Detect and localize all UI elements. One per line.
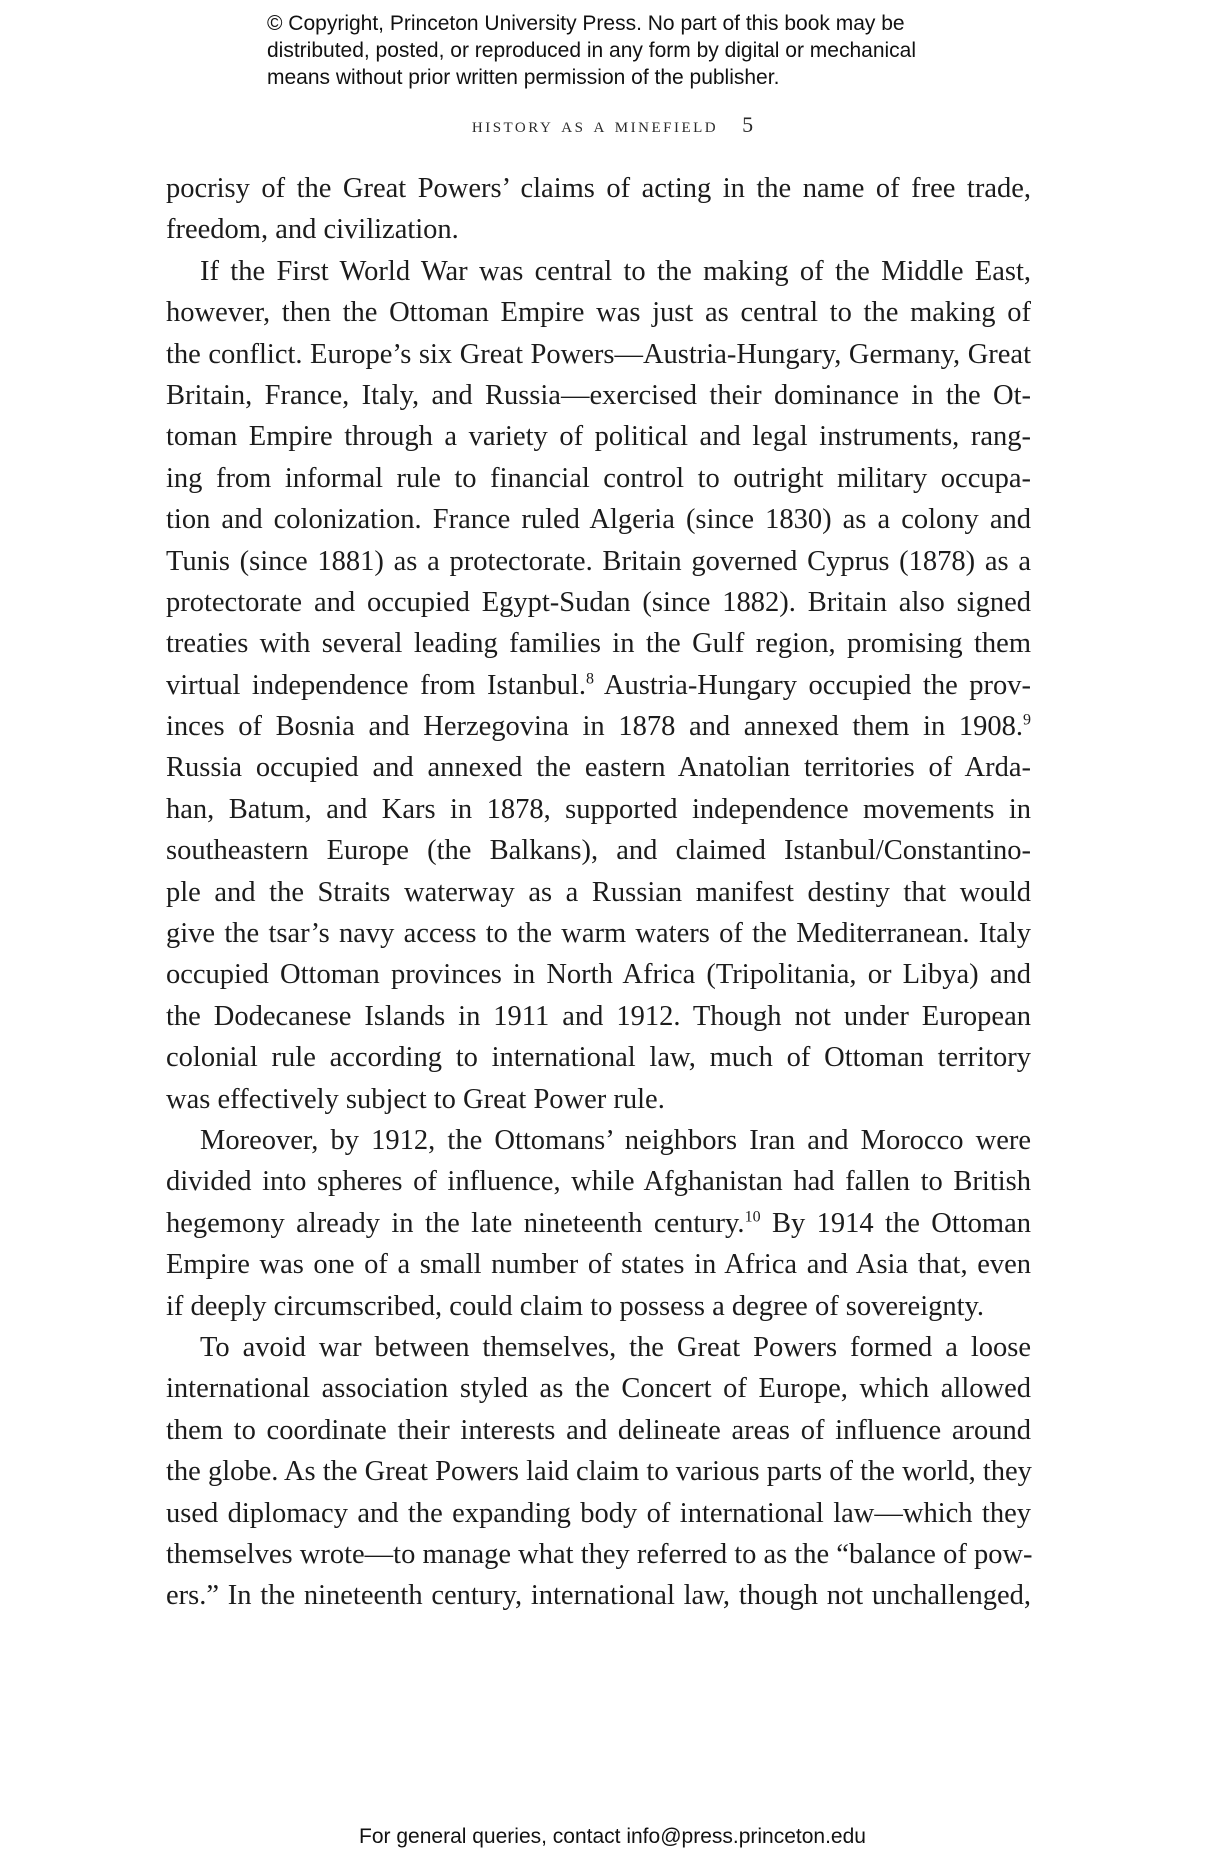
text-line <box>166 706 1031 747</box>
text-line: the conflict. Europe’s six Great Powers—Austria-Hungary, Germany, Great <box>166 338 1031 370</box>
text-line: colonial rule according to international law, much of Ottoman territory <box>166 1042 1031 1074</box>
footnote-marker[interactable]: 8 <box>585 670 594 688</box>
text-line: Moreover, by 1912, the Ottomans’ neighbors Iran and Morocco were <box>200 1124 1031 1156</box>
text-line: however, then the Ottoman Empire was just as central to the making of <box>166 297 1031 329</box>
text-fragment: inces of Bosnia and Herzegovina in 1878 and annexed them in 1908. <box>166 711 1023 743</box>
text-line: protectorate and occupied Egypt-Sudan (since 1882). Britain also signed <box>166 586 1031 618</box>
text-line: give the tsar’s navy access to the warm waters of the Mediterranean. Italy <box>166 918 1031 950</box>
text-line: freedom, and civilization. <box>166 214 459 246</box>
text-line: southeastern Europe (the Balkans), and claimed Istanbul/Constantino- <box>166 835 1031 867</box>
text-line: the globe. As the Great Powers laid claim to various parts of the world, they <box>166 1456 1032 1488</box>
copyright-line: © Copyright, Princeton University Press. No part of this book may be <box>267 12 905 35</box>
text-fragment: Austria-Hungary occupied the prov- <box>593 669 1031 701</box>
text-line: them to coordinate their interests and delineate areas of influence around <box>166 1414 1031 1446</box>
text-fragment: hegemony already in the late nineteenth century. <box>166 1207 745 1239</box>
copyright-line: means without prior written permission of the publisher. <box>267 66 780 89</box>
text-line: To avoid war between themselves, the Great Powers formed a loose <box>200 1331 1031 1363</box>
text-line: Russia occupied and annexed the eastern Anatolian territories of Arda- <box>166 752 1031 784</box>
text-line: the Dodecanese Islands in 1911 and 1912. Though not under European <box>166 1000 1031 1032</box>
text-fragment: By 1914 the Ottoman <box>760 1207 1031 1239</box>
text-line: themselves wrote—to manage what they referred to as the “balance of pow- <box>166 1538 1033 1570</box>
text-line: if deeply circumscribed, could claim to possess a degree of sovereignty. <box>166 1290 985 1322</box>
text-line: divided into spheres of influence, while Afghanistan had fallen to British <box>166 1166 1031 1198</box>
text-line: Empire was one of a small number of states in Africa and Asia that, even <box>166 1249 1031 1281</box>
footnote-marker[interactable]: 9 <box>1023 711 1031 729</box>
text-line: ple and the Straits waterway as a Russian manifest destiny that would <box>166 876 1031 908</box>
text-fragment: virtual independence from Istanbul. <box>166 669 586 701</box>
footer-contact: For general queries, contact info@press.princeton.edu <box>359 1825 866 1848</box>
text-line: Britain, France, Italy, and Russia—exercised their dominance in the Ot- <box>166 379 1031 411</box>
paragraph <box>166 1120 1031 1327</box>
copyright-notice <box>267 10 1027 91</box>
running-head-title: history as a minefield <box>471 112 719 137</box>
text-line <box>166 1203 1031 1244</box>
text-line: used diplomacy and the expanding body of international law—which they <box>166 1497 1031 1529</box>
text-line: Tunis (since 1881) as a protectorate. Britain governed Cyprus (1878) as a <box>166 545 1031 577</box>
text-line: pocrisy of the Great Powers’ claims of acting in the name of free trade, <box>166 173 1031 204</box>
text-line: international association styled as the Concert of Europe, which allowed <box>166 1373 1031 1405</box>
text-line: was effectively subject to Great Power rule. <box>166 1083 665 1115</box>
text-line: ing from informal rule to financial control to outright military occupa- <box>166 462 1031 494</box>
paragraph <box>166 168 1031 251</box>
text-line: tion and colonization. France ruled Algeria (since 1830) as a colony and <box>166 504 1031 536</box>
text-line: occupied Ottoman provinces in North Africa (Tripolitania, or Libya) and <box>166 959 1031 991</box>
body-text <box>166 168 1031 1617</box>
copyright-line: distributed, posted, or reproduced in any form by digital or mechanical <box>267 39 917 62</box>
running-head <box>0 112 1225 138</box>
text-line <box>166 665 1031 706</box>
text-line: treaties with several leading families in the Gulf region, promising them <box>166 628 1031 660</box>
text-line: han, Batum, and Kars in 1878, supported independence movements in <box>166 793 1031 825</box>
paragraph <box>166 1327 1031 1617</box>
text-line: If the First World War was central to the making of the Middle East, <box>200 255 1031 287</box>
footnote-marker[interactable]: 10 <box>744 1208 761 1226</box>
page-number: 5 <box>742 112 754 137</box>
paragraph <box>166 251 1031 1120</box>
text-line: ers.” In the nineteenth century, international law, though not unchallenged, <box>166 1580 1031 1612</box>
text-line: toman Empire through a variety of political and legal instruments, rang- <box>166 421 1031 453</box>
